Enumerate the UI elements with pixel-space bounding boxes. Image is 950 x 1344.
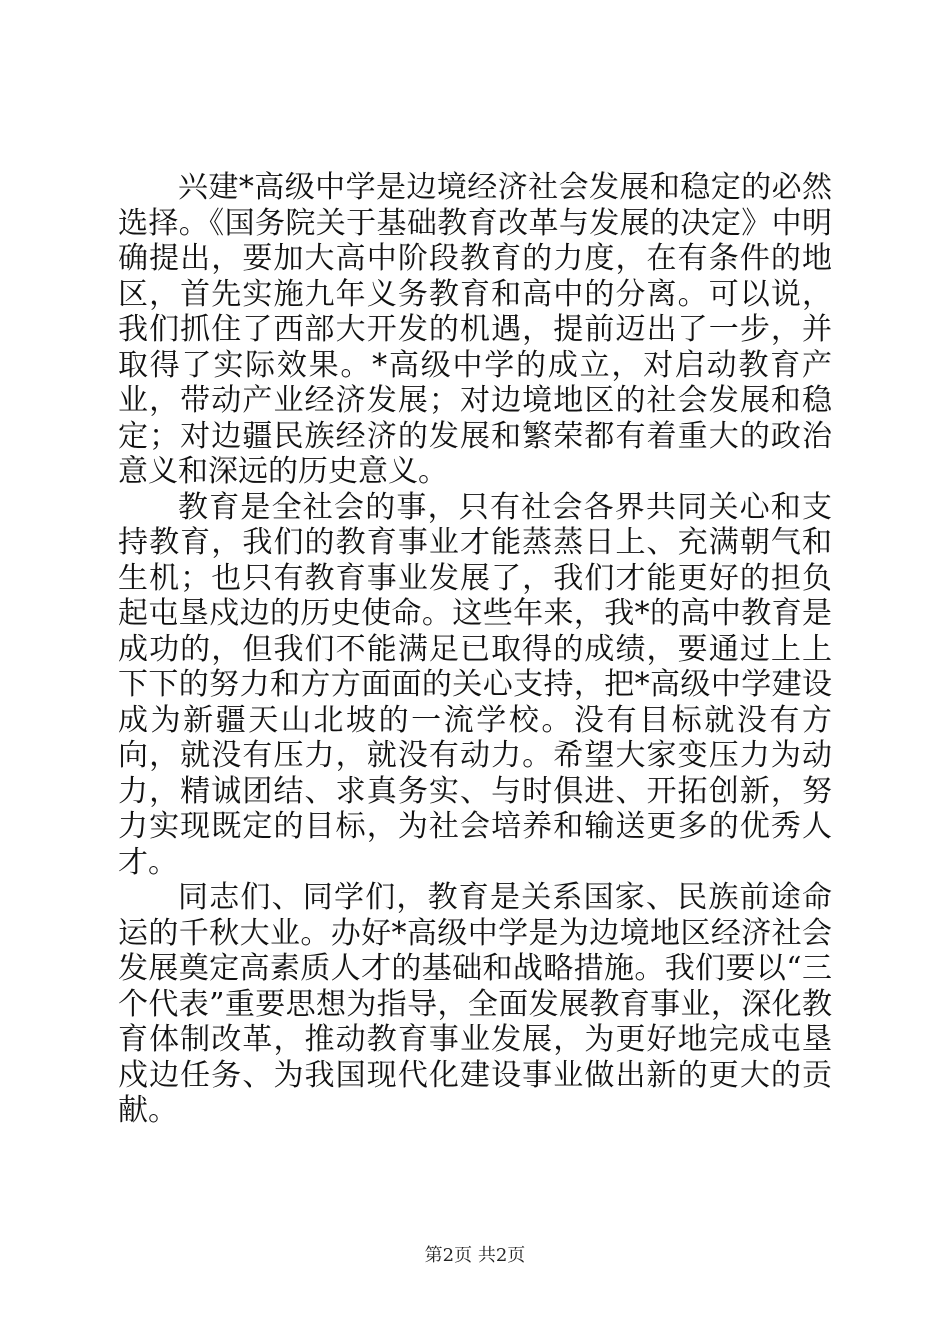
paragraph-1: 兴建*高级中学是边境经济社会发展和稳定的必然选择。《国务院关于基础教育改革与发展的决定》中明确提出，要加大高中阶段教育的力度，在有条件的地区，首先实施九年义务教育和高中的分离。可以说，我们抓住了西部大开发的机遇，提前迈出了一步，并取得了实际效果。*高级中学的成立，对启动教育产业，带动产业经济发展；对边境地区的社会发展和稳定；对边疆民族经济的发展和繁荣都有着重大的政治意义和深远的历史意义。: [118, 170, 832, 489]
page-footer: [0, 1244, 950, 1268]
paragraph-2: 教育是全社会的事，只有社会各界共同关心和支持教育，我们的教育事业才能蒸蒸日上、充满朝气和生机；也只有教育事业发展了，我们才能更好的担负起屯垦戍边的历史使命。这些年来，我*的高中教育是成功的，但我们不能满足已取得的成绩，要通过上上下下的努力和方方面面的关心支持，把*高级中学建设成为新疆天山北坡的一流学校。没有目标就没有方向，就没有压力，就没有动力。希望大家变压力为动力，精诚团结、求真务实、与时俱进、开拓创新，努力实现既定的目标，为社会培养和输送更多的优秀人才。: [118, 489, 832, 880]
page-indicator: 第2页 共2页: [424, 1245, 526, 1266]
document-body: [118, 170, 832, 1129]
paragraph-3: 同志们、同学们，教育是关系国家、民族前途命运的千秋大业。办好*高级中学是为边境地区经济社会发展奠定高素质人才的基础和战略措施。我们要以“三个代表”重要思想为指导，全面发展教育事业，深化教育体制改革，推动教育事业发展，为更好地完成屯垦戍边任务、为我国现代化建设事业做出新的更大的贡献。: [118, 880, 832, 1128]
